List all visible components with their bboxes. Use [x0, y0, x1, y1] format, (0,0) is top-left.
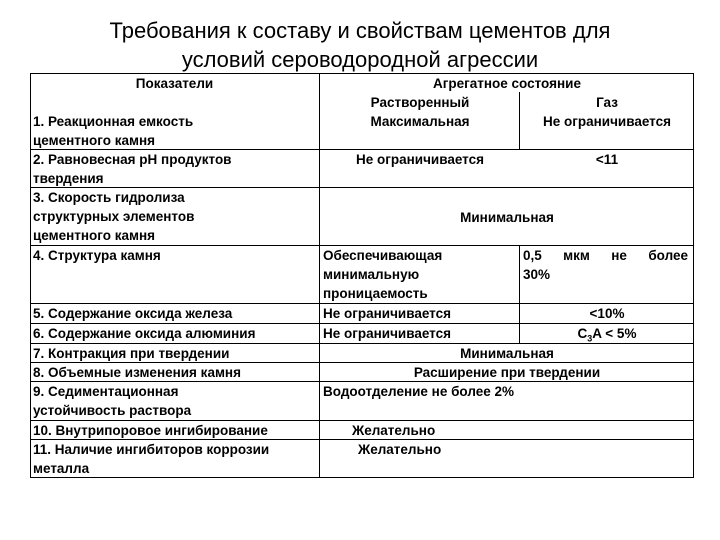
- header-indicators: Показатели: [135, 76, 214, 91]
- row-6-dissolved: Не ограничивается: [323, 326, 451, 341]
- row-4-label: 4. Структура камня: [33, 248, 161, 263]
- row-3-value: Минимальная: [460, 210, 554, 225]
- header-gas: Газ: [596, 95, 618, 110]
- row-9-label: 9. Седиментационная устойчивость раствора: [33, 384, 192, 418]
- header-dissolved: Растворенный: [370, 95, 470, 110]
- row-5-gas: <10%: [589, 306, 625, 321]
- row-2-label: 2. Равновесная pH продуктов твердения: [33, 152, 232, 186]
- row-11-label: 11. Наличие ингибиторов коррозии металла: [33, 442, 270, 476]
- row-11-value: Желательно: [358, 442, 442, 457]
- col-divider-1: [319, 73, 320, 478]
- row-5-label: 5. Содержание оксида железа: [33, 306, 233, 321]
- row-6-gas: $C_3A < 5\%$: [577, 326, 637, 344]
- row-2-gas: <11: [595, 152, 619, 167]
- row-1-label: 1. Реакционная емкость цементного камня: [33, 114, 194, 148]
- row-9-value: Водоотделение не более 2%: [323, 384, 515, 399]
- row-5-dissolved: Не ограничивается: [323, 306, 451, 321]
- row-3-label: 3. Скорость гидролиза структурных элементов цементного камня: [33, 190, 195, 243]
- title-line-1: Требования к составу и свойствам цементов для: [109, 18, 611, 43]
- row-10-label: 10. Внутрипоровое ингибирование: [33, 423, 268, 438]
- row-8-label: 8. Объемные изменения камня: [33, 365, 241, 380]
- header-aggregate-state: Агрегатное состояние: [433, 76, 581, 91]
- row-8-value: Расширение при твердении: [413, 365, 601, 380]
- row-1-gas: Не ограничивается: [543, 114, 671, 129]
- row-4-gas: 0,5 мкм не более 30%: [523, 248, 688, 282]
- row-7-value: Минимальная: [460, 346, 554, 361]
- row-1-dissolved: Максимальная: [370, 114, 470, 129]
- row-10-value: Желательно: [352, 423, 436, 438]
- title-line-2: условий сероводородной агрессии: [181, 47, 539, 72]
- row-2-dissolved: Не ограничивается: [356, 152, 484, 167]
- row-4-dissolved: Обеспечивающая минимальную проницаемость: [323, 248, 443, 301]
- row-6-label: 6. Содержание оксида алюминия: [33, 326, 256, 341]
- row-7-label: 7. Контракция при твердении: [33, 346, 230, 361]
- slide-title: [0, 16, 720, 74]
